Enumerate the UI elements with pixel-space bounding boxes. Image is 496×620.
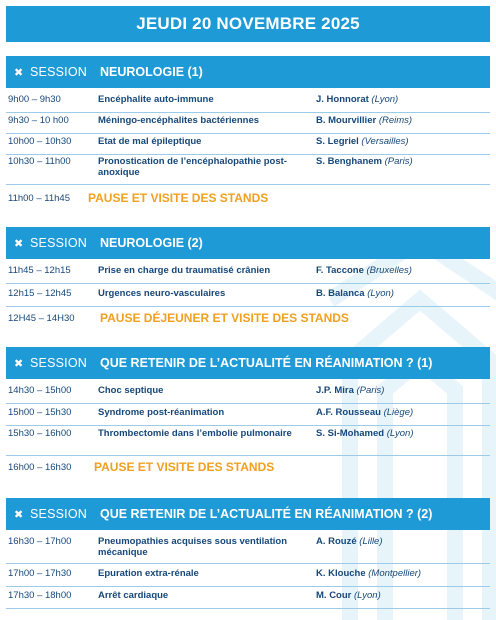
- session-header-2: [6, 227, 490, 259]
- session-label: SESSION: [30, 236, 87, 250]
- close-x-icon: ✖: [14, 66, 24, 79]
- speaker-city: (Paris): [356, 385, 385, 396]
- row-speaker: [316, 265, 412, 276]
- speaker-city: (Reims): [378, 115, 413, 126]
- row-speaker: [316, 156, 413, 167]
- row-speaker: [316, 407, 413, 418]
- session-header-1: [6, 56, 490, 88]
- table-row: [6, 536, 490, 564]
- session-label: SESSION: [30, 507, 87, 521]
- table-row: [6, 115, 490, 134]
- session-title: QUE RETENIR DE L’ACTUALITÉ EN RÉANIMATION ? (1): [100, 356, 433, 370]
- speaker-name: S. Si-Mohamed: [316, 428, 385, 439]
- row-speaker: [316, 115, 412, 126]
- speaker-name: F. Taccone: [316, 265, 364, 276]
- row-speaker: [316, 590, 381, 601]
- speaker-name: M. Cour: [316, 590, 352, 601]
- pause-time: 16h00 – 16h30: [8, 462, 72, 473]
- table-row: [6, 156, 490, 185]
- speaker-city: (Paris): [384, 156, 413, 167]
- close-x-icon: ✖: [14, 357, 24, 370]
- speaker-name: K. Klouche: [316, 568, 366, 579]
- speaker-city: (Lyon): [371, 94, 399, 105]
- row-topic: Syndrome post-réanimation: [98, 407, 225, 418]
- table-row: [6, 265, 490, 284]
- speaker-name: S. Benghanem: [316, 156, 382, 167]
- table-row: [6, 568, 490, 587]
- row-time: 10h00 – 10h30: [8, 136, 72, 147]
- row-topic: Prise en charge du traumatisé crânien: [98, 265, 271, 276]
- pause-row: [6, 191, 490, 209]
- row-speaker: [316, 288, 394, 299]
- pause-text: PAUSE DÉJEUNER ET VISITE DES STANDS: [100, 311, 349, 325]
- row-time: 15h00 – 15h30: [8, 407, 72, 418]
- row-topic: Pneumopathies acquises sous ventilation mécanique: [98, 536, 287, 558]
- row-topic: Urgences neuro-vasculaires: [98, 288, 226, 299]
- row-topic: Epuration extra-rénale: [98, 568, 199, 579]
- row-time: 9h00 – 9h30: [8, 94, 61, 105]
- session-title: QUE RETENIR DE L’ACTUALITÉ EN RÉANIMATION ? (2): [100, 507, 433, 521]
- row-time: 10h30 – 11h00: [8, 156, 71, 167]
- table-row: [6, 94, 490, 113]
- row-time: 9h30 – 10 h00: [8, 115, 69, 126]
- speaker-name: A.F. Rousseau: [316, 407, 381, 418]
- row-speaker: [316, 536, 383, 547]
- speaker-city: (Lille): [359, 536, 383, 547]
- row-topic: Pronostication de l’encéphalopathie post-anoxique: [98, 156, 287, 178]
- session-label: SESSION: [30, 356, 87, 370]
- speaker-city: (Montpellier): [368, 568, 422, 579]
- row-time: 14h30 – 15h00: [8, 385, 72, 396]
- table-row: [6, 136, 490, 155]
- row-topic: Encéphalite auto-immune: [98, 94, 214, 105]
- session-label: SESSION: [30, 65, 87, 79]
- row-speaker: [316, 94, 398, 105]
- pause-row: [6, 311, 490, 329]
- speaker-city: (Lyon): [354, 590, 381, 601]
- row-time: 15h30 – 16h00: [8, 428, 72, 439]
- speaker-city: (Versailles): [361, 136, 409, 147]
- row-speaker: [316, 568, 421, 579]
- row-topic: Choc septique: [98, 385, 164, 396]
- pause-text: PAUSE ET VISITE DES STANDS: [94, 460, 275, 474]
- table-row: [6, 428, 490, 456]
- pause-time: 11h00 – 11h45: [8, 193, 70, 204]
- speaker-name: B. Balanca: [316, 288, 365, 299]
- table-row: [6, 385, 490, 404]
- speaker-name: J. Honnorat: [316, 94, 369, 105]
- table-row: [6, 288, 490, 307]
- row-time: 11h45 – 12h15: [8, 265, 71, 276]
- row-topic: Méningo-encéphalites bactériennes: [98, 115, 260, 126]
- speaker-city: (Lyon): [386, 428, 414, 439]
- speaker-name: S. Legriel: [316, 136, 359, 147]
- row-speaker: [316, 428, 414, 439]
- speaker-city: (Bruxelles): [366, 265, 412, 276]
- day-title: JEUDI 20 NOVEMBRE 2025: [6, 6, 490, 42]
- session-title: NEUROLOGIE (1): [100, 65, 203, 79]
- session-header-3: [6, 347, 490, 379]
- speaker-name: J.P. Mira: [316, 385, 354, 396]
- pause-text: PAUSE ET VISITE DES STANDS: [88, 191, 269, 205]
- speaker-city: (Liège): [383, 407, 414, 418]
- row-time: 16h30 – 17h00: [8, 536, 72, 547]
- row-topic: Etat de mal épileptique: [98, 136, 202, 147]
- table-row: [6, 590, 490, 609]
- session-header-4: [6, 498, 490, 530]
- table-row: [6, 407, 490, 426]
- row-speaker: [316, 136, 409, 147]
- session-title: NEUROLOGIE (2): [100, 236, 203, 250]
- row-topic: Arrêt cardiaque: [98, 590, 169, 601]
- row-speaker: [316, 385, 384, 396]
- row-time: 17h00 – 17h30: [8, 568, 72, 579]
- speaker-city: (Lyon): [367, 288, 394, 299]
- row-topic: Thrombectomie dans l’embolie pulmonaire: [98, 428, 292, 439]
- pause-row: [6, 460, 490, 478]
- row-time: 12h15 – 12h45: [8, 288, 72, 299]
- row-time: 17h30 – 18h00: [8, 590, 72, 601]
- speaker-name: A. Rouzé: [316, 536, 357, 547]
- close-x-icon: ✖: [14, 508, 24, 521]
- close-x-icon: ✖: [14, 237, 24, 250]
- pause-time: 12H45 – 14H30: [8, 313, 75, 324]
- speaker-name: B. Mourvillier: [316, 115, 377, 126]
